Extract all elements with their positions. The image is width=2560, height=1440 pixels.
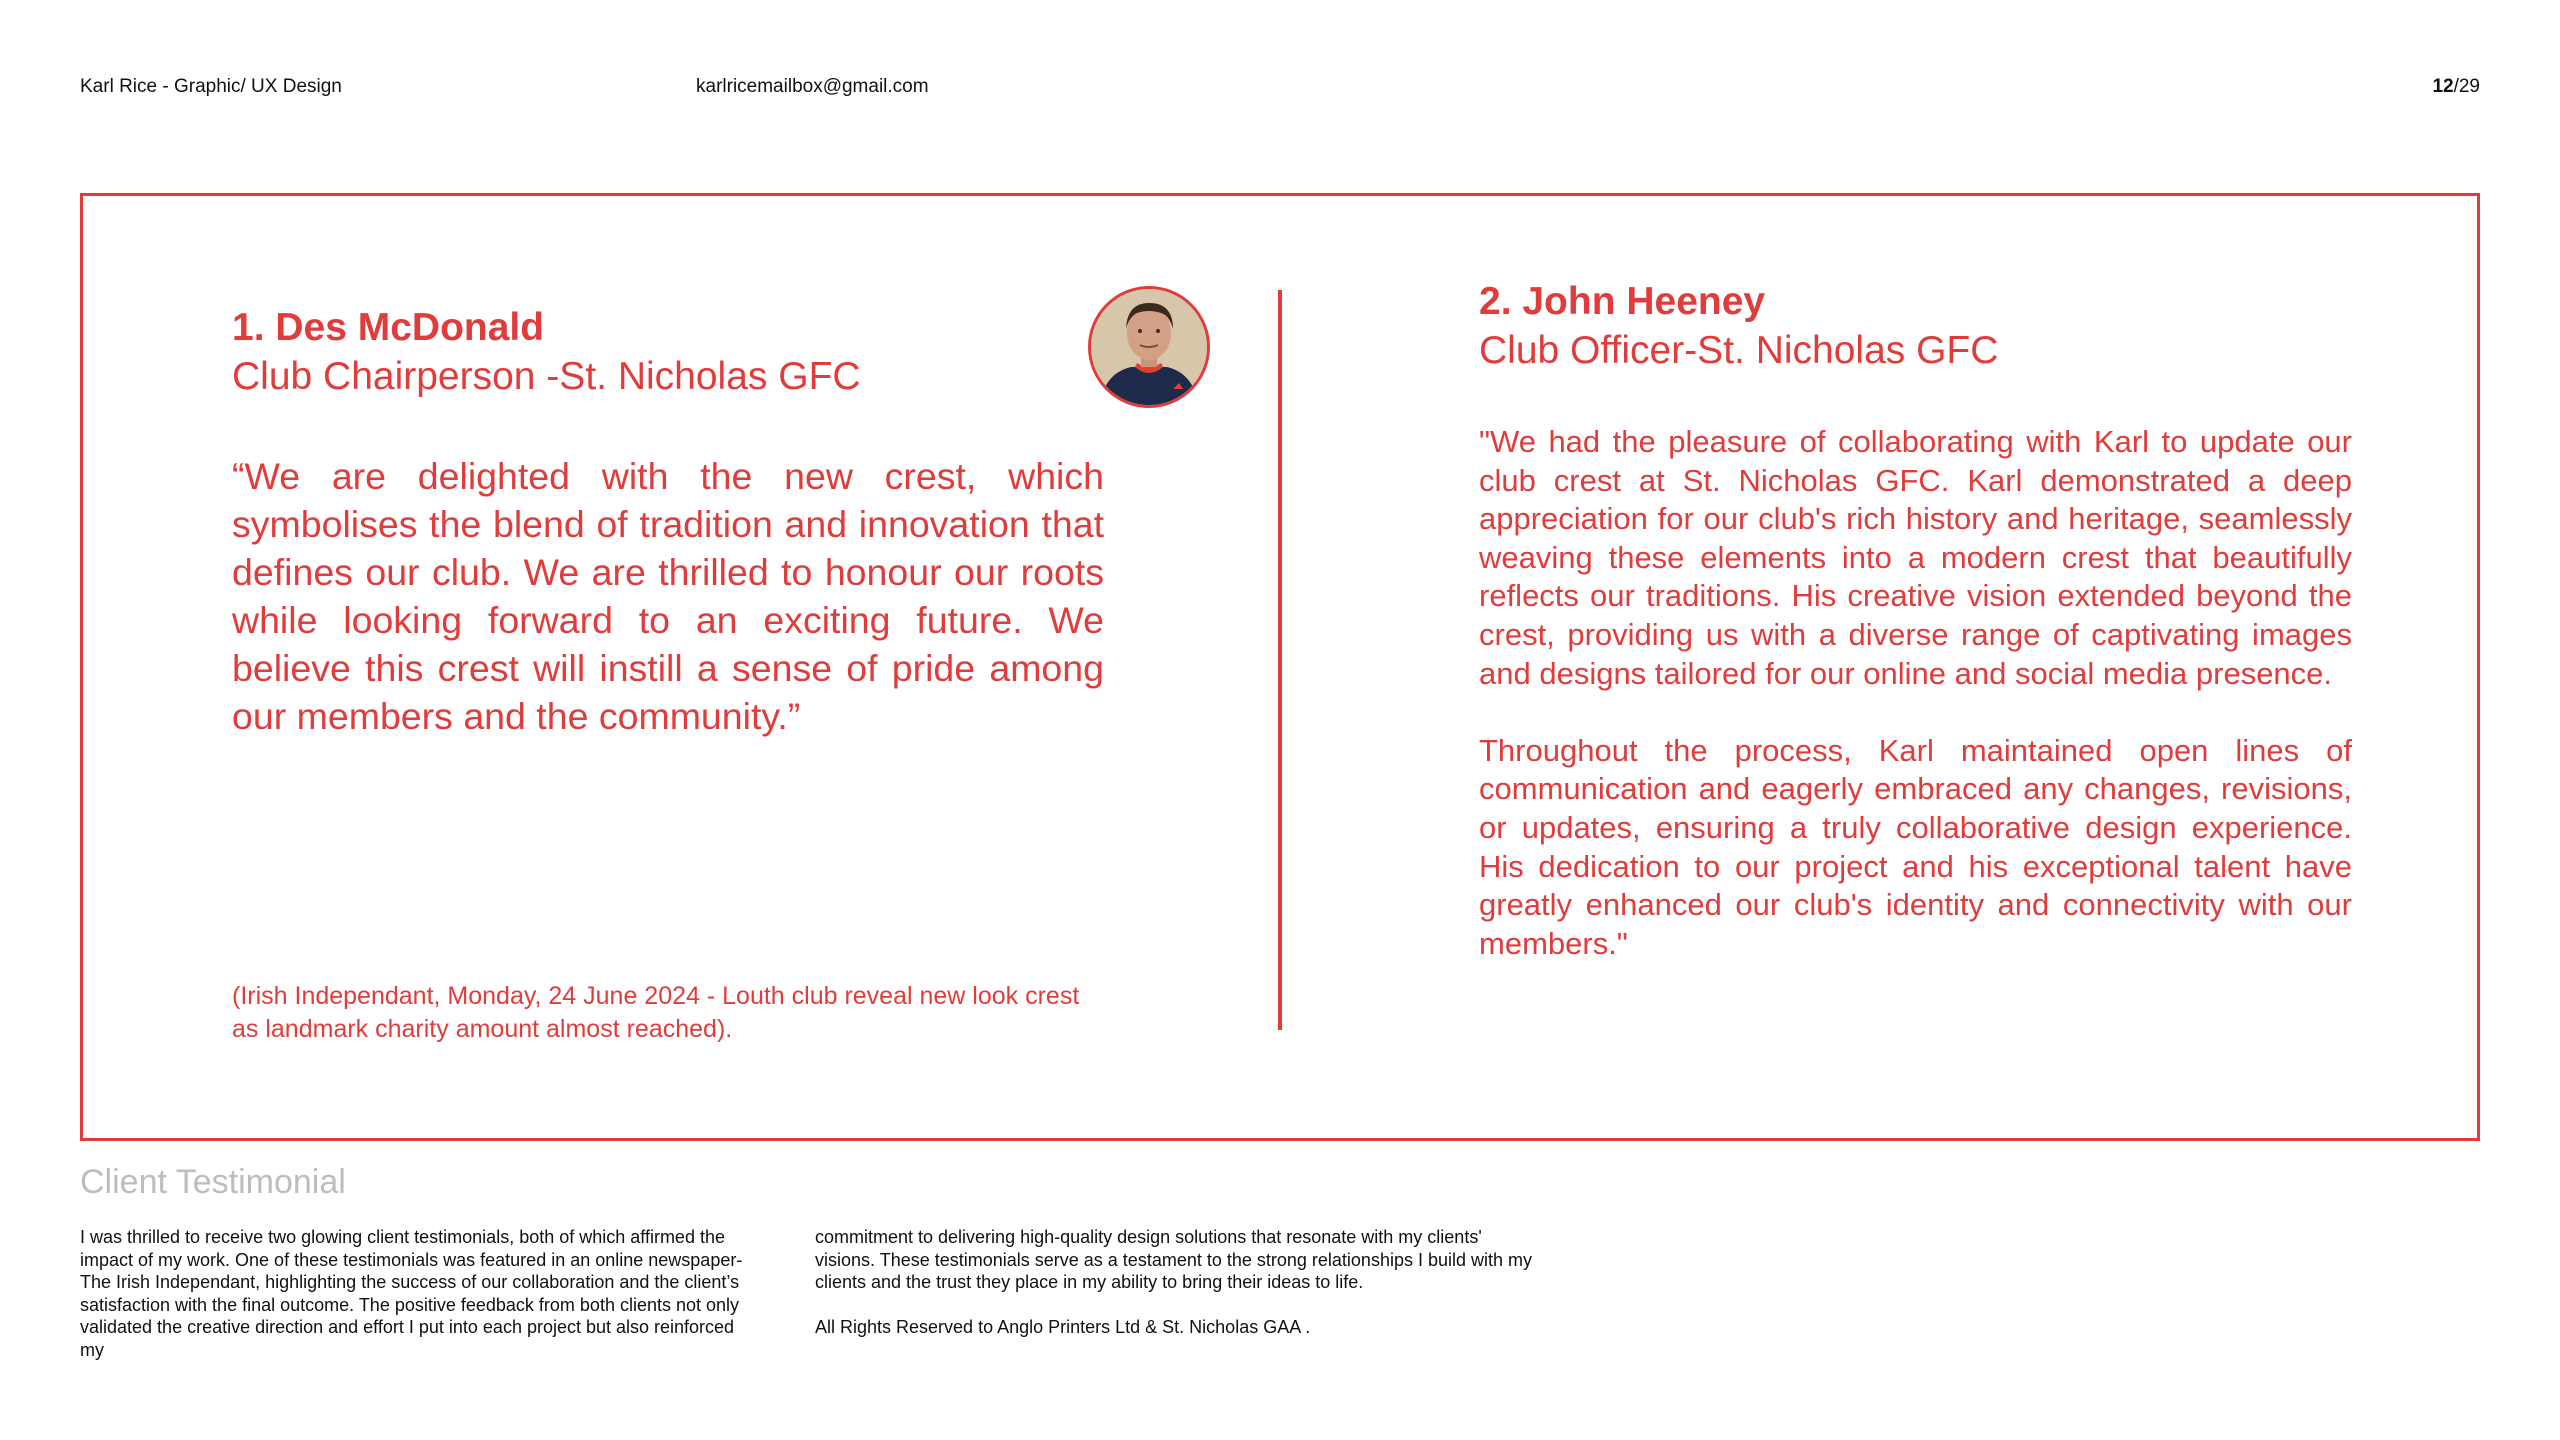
testimonial-2-name: 2. John Heeney [1479, 280, 1766, 323]
rights-notice: All Rights Reserved to Anglo Printers Ltd & St. Nicholas GAA . [815, 1317, 1311, 1337]
testimonial-2-paragraph: Throughout the process, Karl maintained open lines of communication and eagerly embraced any changes, revisions, or updates, ensuring a truly collaborative design experience. His dedication to our project and his exceptional talent have greatly enhanced our club's identity and connectivity with our members." [1479, 732, 2352, 961]
description-left-text: I was thrilled to receive two glowing client testimonials, both of which affirmed the impact of my work. One of these testimonials was featured in an online newspaper- The Irish Independant, highlighting the success of our collaboration and the client’s satisfaction with the final outcome. The positive feedback from both clients not only validated the creative direction and effort I put into each project but also reinforced my [80, 1227, 743, 1360]
column-divider [1278, 290, 1282, 1030]
testimonial-2-role: Club Officer-St. Nicholas GFC [1479, 329, 1999, 372]
description-column-left [80, 1226, 760, 1384]
description-column-right [815, 1226, 1535, 1361]
avatar-person-photo-icon [1088, 286, 1210, 408]
page-total: /29 [2453, 76, 2480, 97]
page-number [2432, 76, 2480, 98]
section-title: Client Testimonial [80, 1163, 346, 1201]
testimonial-1-role: Club Chairperson -St. Nicholas GFC [232, 355, 861, 398]
author-title: Karl Rice - Graphic/ UX Design [80, 76, 342, 97]
testimonial-2-quote [1479, 423, 2352, 963]
page-current: 12 [2432, 76, 2454, 97]
description-right-text: commitment to delivering high-quality design solutions that resonate with my clients' visions. These testimonials serve as a testament to the strong relationships I build with my clients and the trust they place in my ability to bring their ideas to life. [815, 1227, 1533, 1292]
contact-email[interactable]: karlricemailbox@gmail.com [696, 76, 929, 97]
testimonial-2-paragraph: "We had the pleasure of collaborating with Karl to update our club crest at St. Nicholas GFC. Karl demonstrated a deep appreciation for our club's rich history and heritage, seamlessly weaving these elements into a modern crest that beautifully reflects our traditions. His creative vision extended beyond the crest, providing us with a diverse range of captivating images and designs tailored for our online and social media presence. [1479, 424, 2352, 691]
testimonial-1-quote: “We are delighted with the new crest, which symbolises the blend of tradition and innovation that defines our club. We are thrilled to honour our roots while looking forward to an exciting future. We believe this crest will instill a sense of pride among our members and the community.” [232, 455, 1104, 737]
person-photo-icon [1091, 289, 1207, 405]
testimonial-1-name: 1. Des McDonald [232, 306, 545, 349]
testimonial-1-source: (Irish Independant, Monday, 24 June 2024 - Louth club reveal new look crest as landmark charity amount almost reached). [232, 982, 1080, 1043]
